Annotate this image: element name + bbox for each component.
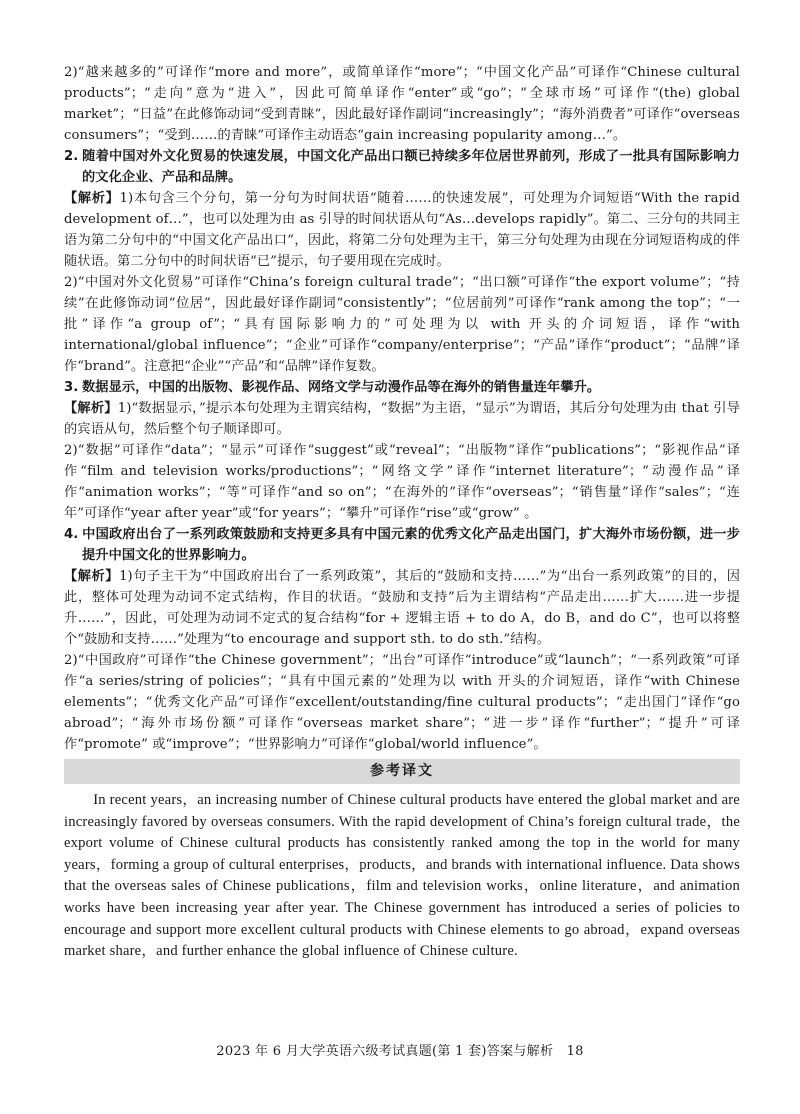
- question-3: [64, 377, 740, 398]
- question-number: 4.: [64, 527, 79, 542]
- answer-analysis-page: [64, 62, 740, 963]
- reference-translation-heading: 参考译文: [64, 759, 740, 784]
- analysis-tag: 【解析】: [64, 191, 120, 206]
- analysis-text: 1)本句含三个分句，第一分句为时间状语“随着……的快速发展”，可处理为介词短语“With the rapid development of…”，也可以处理为由 as 引导的时间状语从句“As…develops rapidly”。第二、三分句的共同主语为第二分句中的“中国文化产品出口”，因此，将第二分句处理为主干，第三分句处理为由现在分词短语构成的伴随状语。第二分句中的时间状语“已”提示，句子要用现在完成时。: [64, 191, 740, 269]
- q3-analysis: [64, 398, 740, 440]
- reference-translation: In recent years，an increasing number of Chinese cultural products have entered the global market and are increasingly favored by overseas consumers. With the rapid development of China’s foreign cultural trade，the export volume of Chinese cultural products has consistently ranked among the top in the world for many years，forming a group of cultural enterprises，products，and brands with international influence. Data shows that the overseas sales of Chinese publications，film and television works，online literature，and animation works have been increasing year after year. The Chinese government has introduced a series of policies to encourage and support more excellent cultural products with Chinese elements to go abroad，expand overseas market share，and further enhance the global influence of Chinese culture.: [64, 792, 740, 960]
- question-2: [64, 146, 740, 188]
- analysis-tag: 【解析】: [64, 569, 120, 584]
- q1-note-2: 2)“越来越多的”可译作“more and more”，或简单译作“more”；“中国文化产品”可译作“Chinese cultural products”；“走向”意为“进入”，因此可简单译作“enter”或“go”；“全球市场”可译作“(the) global market”；“日益”在此修饰动词“受到青睐”，因此最好译作副词“increasingly”；“海外消费者”可译作“overseas consumers”；“受到……的青睐”可译作主动语态“gain increasing popularity among…”。: [64, 65, 740, 143]
- question-number: 3.: [64, 380, 79, 395]
- question-text: 数据显示，中国的出版物、影视作品、网络文学与动漫作品等在海外的销售量连年攀升。: [82, 380, 601, 395]
- question-text: 随着中国对外文化贸易的快速发展，中国文化产品出口额已持续多年位居世界前列，形成了一批具有国际影响力的文化企业、产品和品牌。: [82, 149, 740, 185]
- q2-analysis: [64, 188, 740, 272]
- analysis-tag: 【解析】: [64, 401, 118, 416]
- page-footer: 2023 年 6 月大学英语六级考试真题(第 1 套)答案与解析 18: [216, 1044, 584, 1059]
- question-number: 2.: [64, 149, 79, 164]
- q3-note-2: 2)“数据”可译作“data”；“显示”可译作“suggest”或“reveal”；“出版物”译作“publications”；“影视作品”译作“film and television works/productions”；“网络文学”译作“internet literature”；“动漫作品”译作“animation works”；“等”可译作“and so on”；“在海外的”译作“overseas”；“销售量”译作“sales”；“连年”可译作“year after year”或“for years”；“攀升”可译作“rise”或“grow” 。: [64, 443, 740, 521]
- question-4: [64, 524, 740, 566]
- analysis-text: 1)“数据显示，”提示本句处理为主谓宾结构，“数据”为主语，“显示”为谓语，其后分句处理为由 that 引导的宾语从句，然后整个句子顺译即可。: [64, 401, 740, 437]
- q4-analysis: [64, 566, 740, 650]
- q2-note-2: 2)“中国对外文化贸易”可译作“China’s foreign cultural trade”；“出口额”可译作“the export volume”；“持续”在此修饰动词“位居”，因此最好译作副词“consistently”；“位居前列”可译作“rank among the top”；“一批”译作“a group of”；“具有国际影响力的”可处理为以 with 开头的介词短语，译作“with international/global influence”；“企业”可译作“company/enterprise”；“产品”译作“product”；“品牌”译作“brand”。注意把“企业”“产品”和“品牌”译作复数。: [64, 275, 740, 374]
- analysis-text: 1)句子主干为“中国政府出台了一系列政策”，其后的“鼓励和支持……”为“出台一系列政策”的目的，因此，整体可处理为动词不定式结构，作目的状语。“鼓励和支持”后为主谓结构“产品走出……扩大……进一步提升……”，因此，可处理为动词不定式的复合结构“for + 逻辑主语 + to do A，do B，and do C”，也可以将整个“鼓励和支持……”处理为“to encourage and support sth. to do sth.”结构。: [64, 569, 740, 647]
- question-text: 中国政府出台了一系列政策鼓励和支持更多具有中国元素的优秀文化产品走出国门，扩大海外市场份额，进一步提升中国文化的世界影响力。: [82, 527, 740, 563]
- q4-note-2: 2)“中国政府”可译作“the Chinese government”；“出台”可译作“introduce”或“launch”；“一系列政策”可译作“a series/string of policies”；“具有中国元素的”处理为以 with 开头的介词短语，译作“with Chinese elements”；“优秀文化产品”可译作“excellent/outstanding/fine cultural products”；“走出国门”译作“go abroad”；“海外市场份额”可译作“overseas market share”；“进一步”译作“further”；“提升”可译作“promote” 或“improve”；“世界影响力”可译作“global/world influence”。: [64, 653, 740, 752]
